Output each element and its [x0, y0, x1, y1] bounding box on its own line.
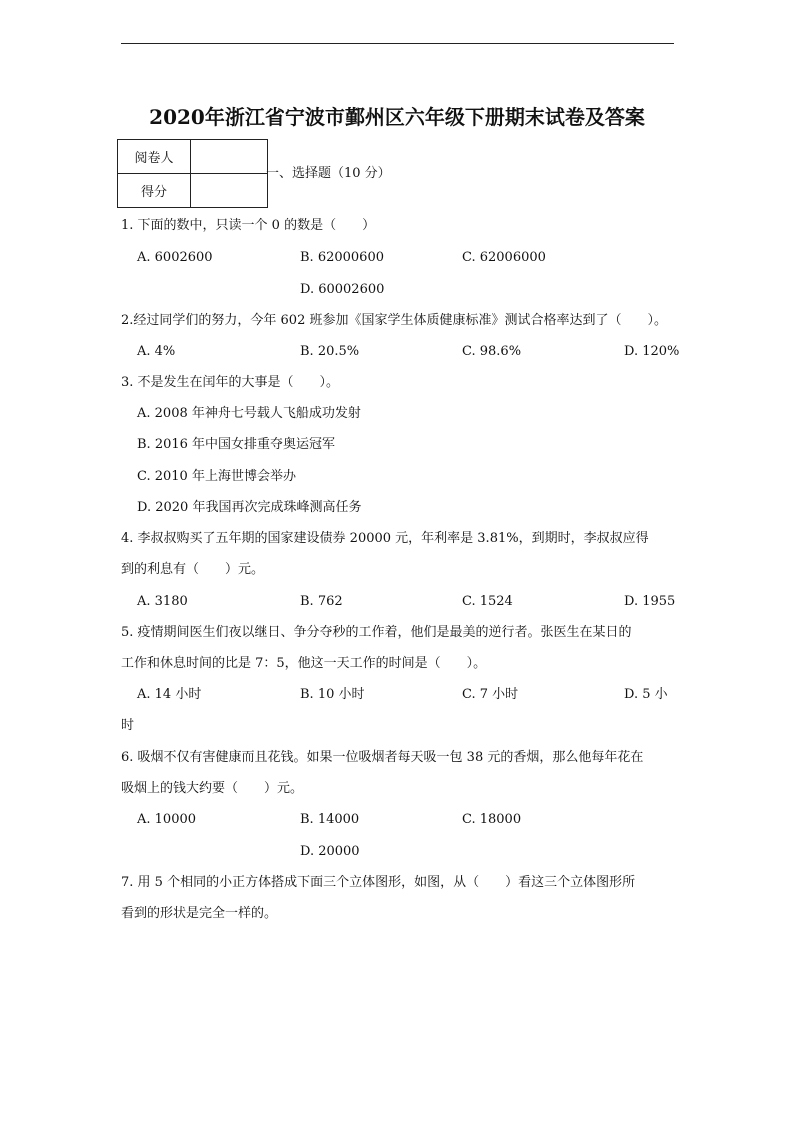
question-4-text-line-2: 到的利息有（ ）元。	[121, 562, 265, 577]
question-1-text: 1. 下面的数中，只读一个 0 的数是（ ）	[121, 218, 376, 233]
question-3-option-d: D. 2020 年我国再次完成珠峰测高任务	[137, 500, 362, 515]
question-6-option-b: B. 14000	[300, 812, 360, 827]
question-6-text-line-1: 6. 吸烟不仅有害健康而且花钱。如果一位吸烟者每天吸一包 38 元的香烟，那么他每年花在	[121, 750, 644, 765]
question-4-option-b: B. 762	[300, 594, 343, 609]
question-5-option-b: B. 10 小时	[300, 687, 365, 702]
question-6-option-a: A. 10000	[137, 812, 197, 827]
question-3-option-c: C. 2010 年上海世博会举办	[137, 469, 296, 484]
question-5-option-c: C. 7 小时	[462, 687, 519, 702]
question-4-option-d: D. 1955	[624, 594, 676, 609]
reviewer-label: 阅卷人	[118, 140, 191, 174]
question-4-option-a: A. 3180	[137, 594, 188, 609]
question-2-option-d: D. 120%	[624, 344, 680, 359]
question-1-option-d: D. 60002600	[300, 282, 385, 297]
question-7-text-line-1: 7. 用 5 个相同的小正方体搭成下面三个立体图形，如图，从（ ）看这三个立体图形所	[121, 875, 636, 890]
question-4-text-line-1: 4. 李叔叔购买了五年期的国家建设债券 20000 元，年利率是 3.81%，到期时，李叔叔应得	[121, 531, 649, 546]
question-2-text: 2.经过同学们的努力，今年 602 班参加《国家学生体质健康标准》测试合格率达到了（ ）。	[121, 313, 667, 328]
score-label: 得分	[118, 174, 191, 208]
question-1-option-b: B. 62000600	[300, 250, 384, 265]
question-6-text-line-2: 吸烟上的钱大约要（ ）元。	[121, 781, 304, 796]
question-3-option-a: A. 2008 年神舟七号载人飞船成功发射	[137, 406, 361, 421]
question-5-option-d: D. 5 小	[624, 687, 668, 702]
question-1-option-c: C. 62006000	[462, 250, 546, 265]
question-1-option-a: A. 6002600	[137, 250, 213, 265]
question-5-option-a: A. 14 小时	[137, 687, 202, 702]
question-4-option-c: C. 1524	[462, 594, 513, 609]
header-rule	[121, 43, 674, 44]
question-5-text-line-2: 工作和休息时间的比是 7：5，他这一天工作的时间是（ ）。	[121, 656, 487, 671]
question-2-option-b: B. 20.5%	[300, 344, 360, 359]
question-2-option-c: C. 98.6%	[462, 344, 522, 359]
question-3-option-b: B. 2016 年中国女排重夺奥运冠军	[137, 437, 336, 452]
question-5-option-d-wrap: 时	[121, 718, 135, 733]
question-3-text: 3. 不是发生在闰年的大事是（ ）。	[121, 375, 340, 390]
question-6-option-c: C. 18000	[462, 812, 522, 827]
score-cell	[191, 174, 268, 208]
section-heading: 一、选择题（10 分）	[266, 166, 391, 181]
question-5-text-line-1: 5. 疫情期间医生们夜以继日、争分夺秒的工作着，他们是最美的逆行者。张医生在某日的	[121, 625, 632, 640]
question-6-option-d: D. 20000	[300, 844, 360, 859]
question-2-option-a: A. 4%	[137, 344, 176, 359]
reviewer-cell	[191, 140, 268, 174]
document-title: 2020年浙江省宁波市鄞州区六年级下册期末试卷及答案	[149, 105, 645, 129]
score-table	[117, 139, 268, 208]
question-7-text-line-2: 看到的形状是完全一样的。	[121, 906, 278, 921]
